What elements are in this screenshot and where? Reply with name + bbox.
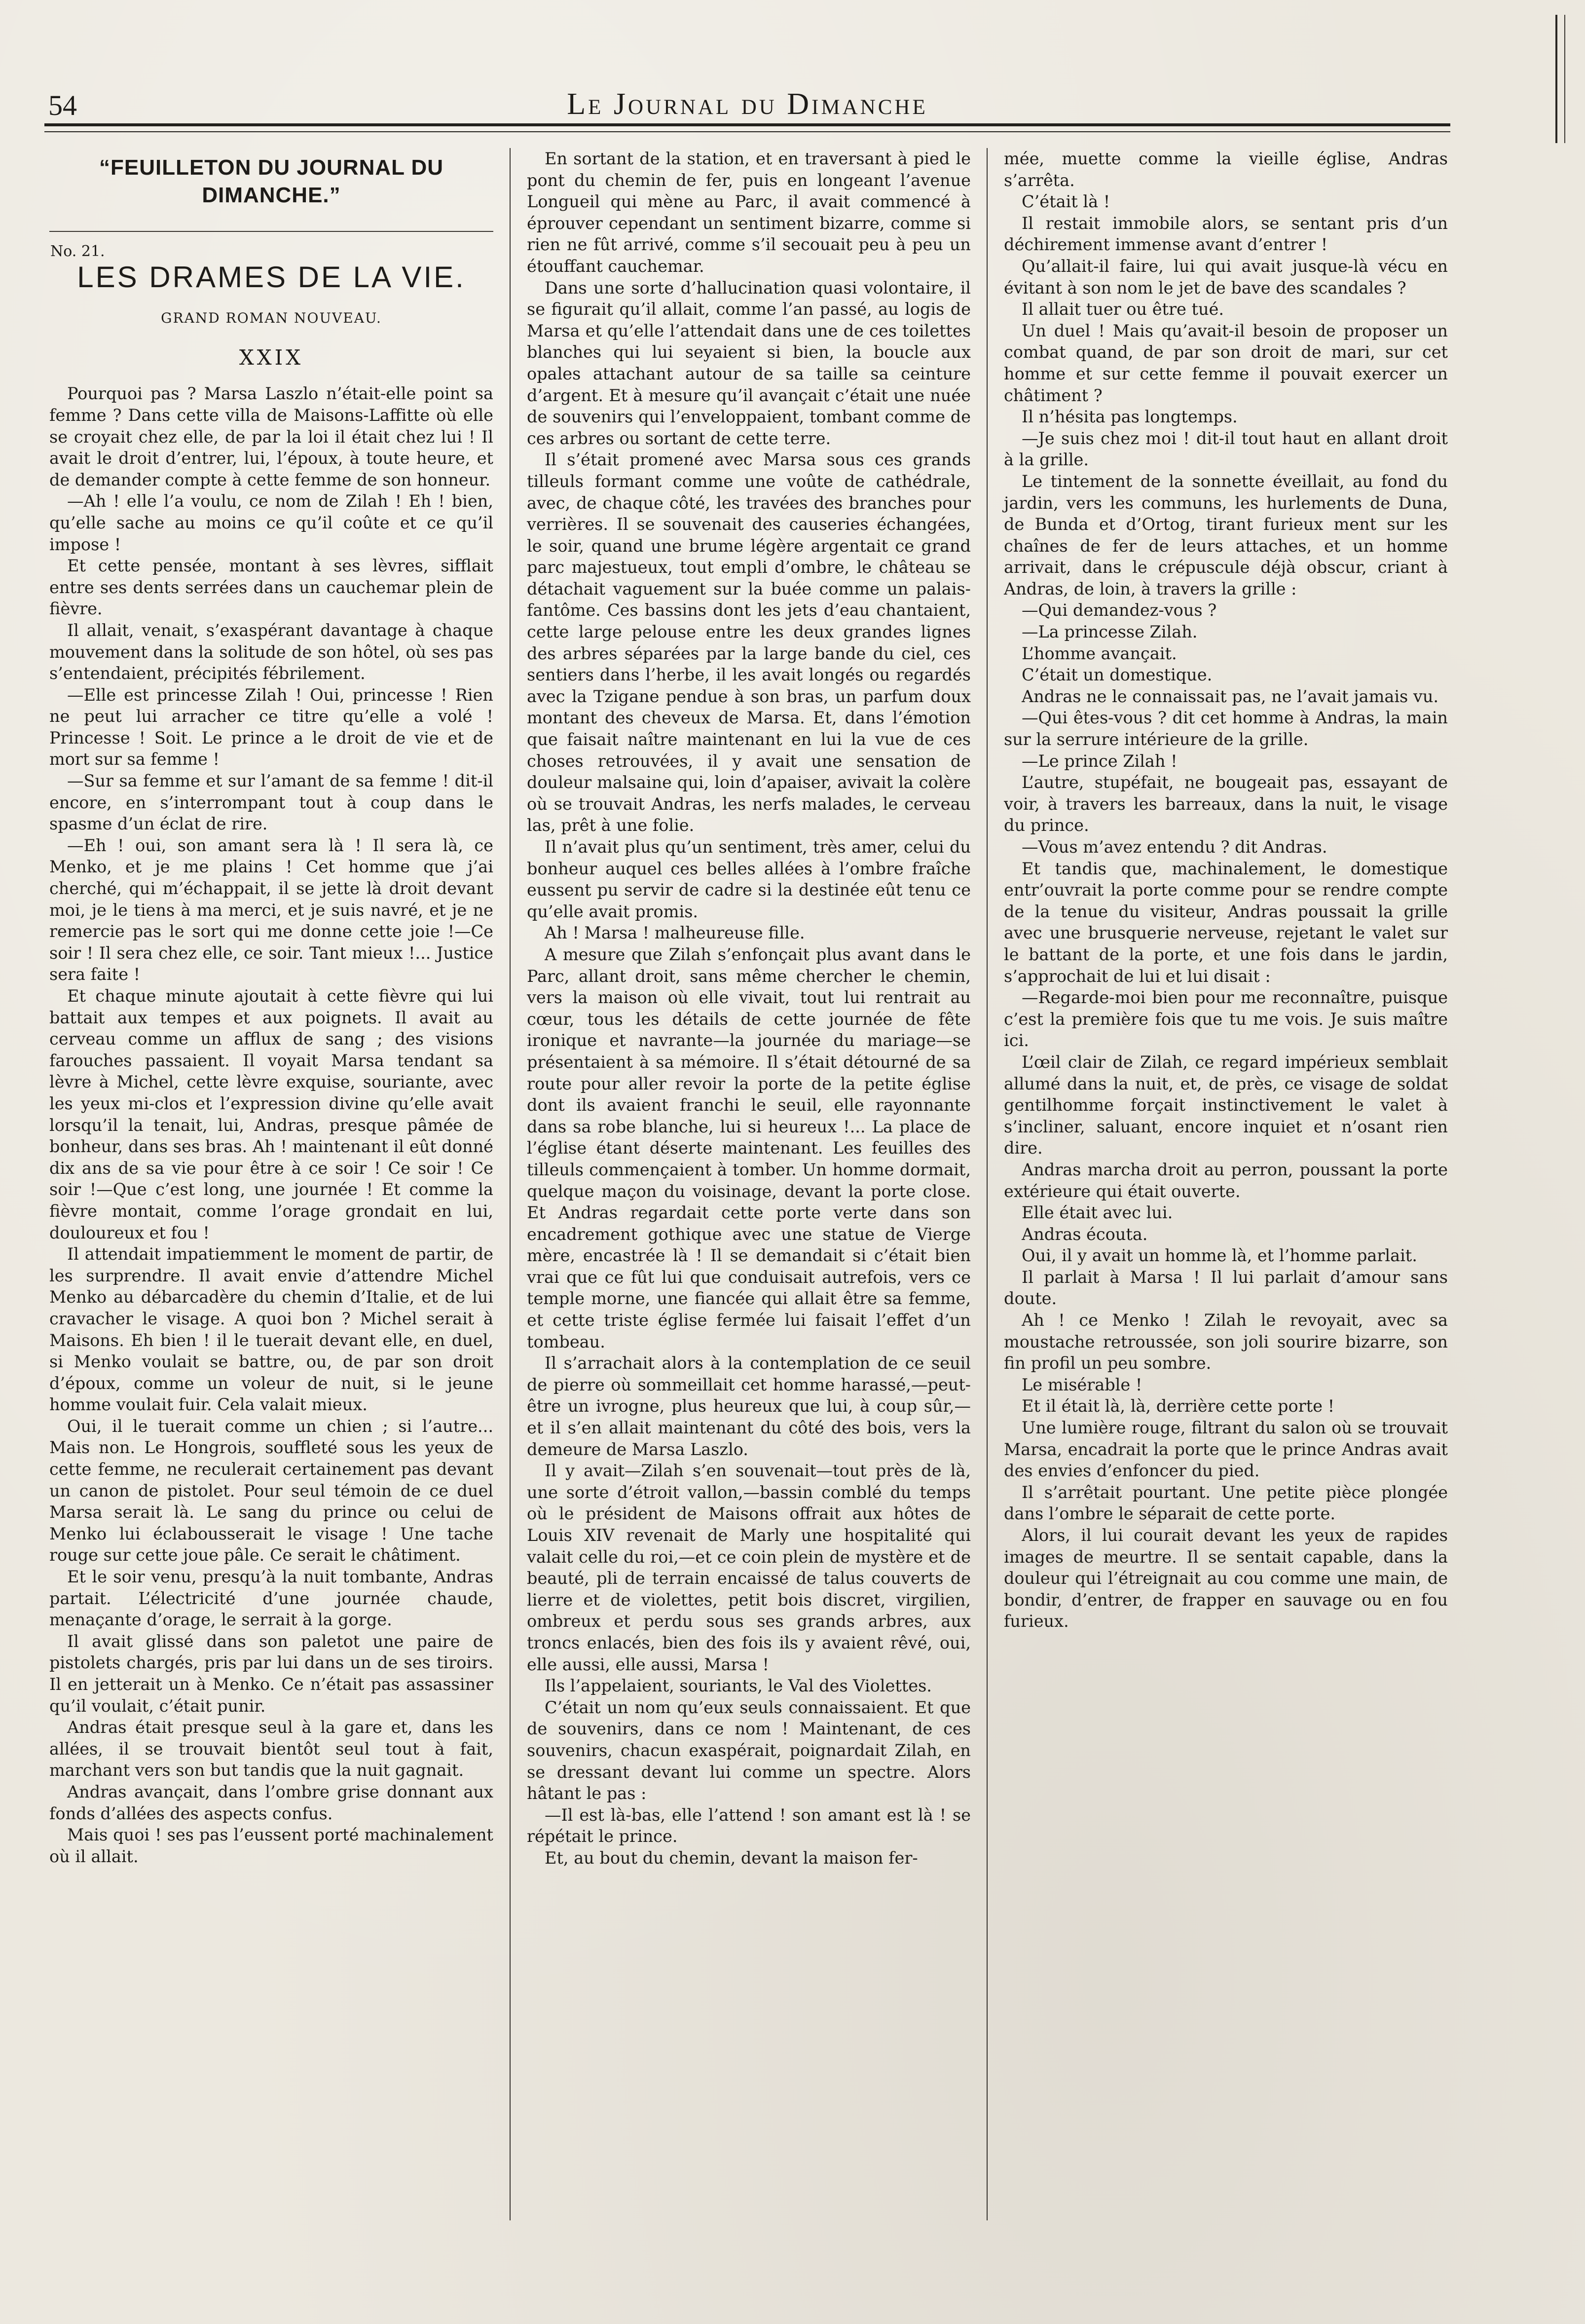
paragraph: Il n’hésita pas longtemps. [1022, 407, 1238, 427]
paragraph: Andras marcha droit au perron, poussant la porte extérieure qui était ouverte. [1004, 1160, 1448, 1201]
paragraph: Une lumière rouge, filtrant du salon où se trouvait Marsa, encadrait la porte que le prince Andras avait des envies d’enfoncer du pied. [1004, 1418, 1448, 1481]
paragraph: Il parlait à Marsa ! Il lui parlait d’amour sans doute. [1004, 1267, 1448, 1309]
paragraph: Il attendait impatiemment le moment de partir, de les surprendre. Il avait envie d’attendre Michel Menko au débarcadère du chemin d’Italie, et de lui cravacher le visage. A quoi bon ? Michel serait à Maisons. Eh bien ! il le tuerait devant elle, en duel, si Menko voulait se battre, ou, de par son droit d’époux, comme un voleur de nuit, si le jeune homme voulait fuir. Cela valait mieux. [49, 1244, 493, 1415]
paragraph: —Qui demandez-vous ? [1022, 600, 1217, 620]
paragraph: C’était un nom qu’eux seuls connaissaient. Et que de souvenirs, dans ce nom ! Maintenant, de ces souvenirs, chacun exaspérait, poignardait Zilah, en se dressant devant lui comme un spectre. Alors hâtant le pas : [527, 1697, 971, 1803]
column-1 [49, 148, 493, 1867]
paragraph: Oui, il le tuerait comme un chien ; si l’autre... Mais non. Le Hongrois, souffleté sous les yeux de cette femme, ne reculerait certainement pas devant un canon de pistolet. Pour seul témoin de ce duel Marsa serait là. Le sang du prince ou celui de Menko lui éclabousserait le visage ! Une tache rouge sur cette joue pâle. Ce serait le châtiment. [49, 1416, 493, 1565]
paragraph: Andras écouta. [1022, 1224, 1148, 1244]
paragraph: Il s’arrachait alors à la contemplation de ce seuil de pierre où sommeillait cet homme harassé,—peut-être un ivrogne, plus heureux que lui, à coup sûr,—et il s’en allait maintenant du côté des bois, vers la demeure de Marsa Laszlo. [527, 1353, 971, 1459]
paragraph: Il s’arrêtait pourtant. Une petite pièce plongée dans l’ombre le séparait de cette porte. [1004, 1482, 1448, 1524]
paragraph: Et tandis que, machinalement, le domestique entr’ouvrait la porte comme pour se rendre compte de la tenue du visiteur, Andras poussait la grille avec une brusquerie nerveuse, rejetant le valet sur le battant de la porte, et une fois dans le jardin, s’approchait de lui et lui disait : [1004, 859, 1448, 986]
paragraph: Mais quoi ! ses pas l’eussent porté machinalement où il allait. [49, 1825, 493, 1866]
paragraph: Et, au bout du chemin, devant la maison fer- [545, 1848, 918, 1868]
column-text [49, 383, 493, 1867]
paragraph: Il allait, venait, s’exaspérant davantage à chaque mouvement dans la solitude de son hôtel, où ses pas s’entendaient, précipités fébrilement. [49, 620, 493, 683]
column-2 [527, 148, 971, 1869]
paragraph: Il y avait—Zilah s’en souvenait—tout près de là, une sorte d’étroit vallon,—bassin comblé du temps où le président de Maisons offrait aux hôtes de Louis XIV revenait de Marly une hospitalité qui valait celle du roi,—et ce coin plein de mystère et de beauté, pli de terrain encaissé de talus couverts de lierre et de violettes, petit bois discret, virgilien, ombreux et perdu sous ses grands arbres, aux troncs enlacés, bien des fois ils y avaient rêvé, oui, elle aussi, elle aussi, Marsa ! [527, 1461, 971, 1674]
paragraph: L’autre, stupéfait, ne bougeait pas, essayant de voir, à travers les barreaux, dans la nuit, le visage du prince. [1004, 773, 1448, 835]
paragraph: Et le soir venu, presqu’à la nuit tombante, Andras partait. L’électricité d’une journée chaude, menaçante d’orage, le serrait à la gorge. [49, 1567, 493, 1630]
paragraph: En sortant de la station, et en traversant à pied le pont du chemin de fer, puis en longeant l’avenue Longueil qui mène au Parc, il avait commencé à éprouver cependant un sentiment bizarre, comme si rien ne fût arrivé, comme s’il secouait peu à peu un étouffant cauchemar. [527, 149, 971, 276]
paragraph: Et cette pensée, montant à ses lèvres, sifflait entre ses dents serrées dans un cauchemar plein de fièvre. [49, 556, 493, 619]
paragraph: Le misérable ! [1022, 1375, 1143, 1394]
paragraph: Il avait glissé dans son paletot une paire de pistolets chargés, pris par lui dans un de ses tiroirs. Il en jetterait un à Menko. Ce n’était pas assassiner qu’il voulait, c’était punir. [49, 1631, 493, 1716]
feuilleton-label: “FEUILLETON DU JOURNAL DU DIMANCHE.” [99, 155, 444, 207]
novel-title: LES DRAMES DE LA VIE. [77, 260, 466, 294]
paragraph: Il restait immobile alors, se sentant pris d’un déchirement immense avant d’entrer ! [1004, 213, 1448, 255]
paragraph: Et chaque minute ajoutait à cette fièvre qui lui battait aux tempes et aux poignets. Il avait au cerveau comme un afflux de sang ; des visions farouches passaient. Il voyait Marsa tendant sa lèvre à Michel, cette lèvre exquise, souriante, avec les yeux mi-clos et l’expression divine qu’elle avait lorsqu’il la tenait, lui, Andras, presque pâmée de bonheur, dans ses bras. Ah ! maintenant il eût donné dix ans de sa vie pour être à ce soir ! Ce soir ! Ce soir !—Que c’est long, une journée ! Et comme la fièvre montait, comme l’orage grondait en lui, douloureux et fou ! [49, 986, 493, 1242]
paragraph: —Il est là-bas, elle l’attend ! son amant est là ! se répétait le prince. [527, 1805, 971, 1846]
paragraph: C’était un domestique. [1022, 665, 1213, 685]
paragraph: Elle était avec lui. [1022, 1203, 1173, 1223]
paragraph: Dans une sorte d’hallucination quasi volontaire, il se figurait qu’il allait, comme l’an passé, au logis de Marsa et qu’elle l’attendait dans une de ces toilettes blanches qui lui seyaient si bien, la boucle aux opales attachant autour de sa taille sa ceinture d’argent. Et à mesure qu’il avançait c’était une nuée de souvenirs qui l’enveloppaient, tombant comme de ces arbres ou sortant de cette terre. [527, 278, 971, 448]
paragraph: mée, muette comme la vieille église, Andras s’arrêta. [1004, 149, 1448, 190]
column-3 [1004, 148, 1448, 1632]
paragraph: —Qui êtes-vous ? dit cet homme à Andras, la main sur la serrure intérieure de la grille. [1004, 708, 1448, 750]
page-header [44, 84, 1450, 126]
paragraph: —Sur sa femme et sur l’amant de sa femme ! dit-il encore, en s’interrompant tout à coup dans le spasme d’un éclat de rire. [49, 771, 493, 834]
paragraph: —Ah ! elle l’a voulu, ce nom de Zilah ! Eh ! bien, qu’elle sache au moins ce qu’il coûte et ce qu’il impose ! [49, 491, 493, 554]
paragraph: Qu’allait-il faire, lui qui avait jusque-là vécu en évitant à son nom le jet de bave des scandales ? [1004, 256, 1448, 298]
paragraph: Il n’avait plus qu’un sentiment, très amer, celui du bonheur auquel ces belles allées à l’ombre fraîche eussent pu servir de cadre si la destinée eût tenu ce qu’elle avait promis. [527, 837, 971, 921]
paragraph: Pourquoi pas ? Marsa Laszlo n’était-elle point sa femme ? Dans cette villa de Maisons-Laffitte où elle se croyait chez elle, de par la loi il était chez lui ! Il avait le droit d’entrer, lui, l’époux, à toute heure, et de demander compte à cette femme de son honneur. [49, 384, 493, 489]
paragraph: —La princesse Zilah. [1022, 622, 1198, 642]
paragraph: Et il était là, là, derrière cette porte ! [1022, 1396, 1335, 1416]
novel-subtitle: GRAND ROMAN NOUVEAU. [161, 310, 382, 327]
paragraph: —Le prince Zilah ! [1022, 751, 1178, 771]
page-edge-mark [1555, 15, 1565, 143]
paragraph: Ah ! ce Menko ! Zilah le revoyait, avec sa moustache retroussée, son joli sourire bizarre, son fin profil un peu sombre. [1004, 1311, 1448, 1373]
paragraph: Alors, il lui courait devant les yeux de rapides images de meurtre. Il se sentait capable, dans la douleur qui l’étreignait au cou comme une main, de bondir, d’entrer, de frapper en sauvage ou en fou furieux. [1004, 1526, 1448, 1631]
header-rule [44, 131, 1450, 132]
paragraph: —Elle est princesse Zilah ! Oui, princesse ! Rien ne peut lui arracher ce titre qu’elle a volé ! Princesse ! Soit. Le prince a le droit de vie et de mort sur sa femme ! [49, 685, 493, 769]
paragraph: —Regarde-moi bien pour me reconnaître, puisque c’est la première fois que tu me vois. Je suis maître ici. [1004, 988, 1448, 1050]
paragraph: —Je suis chez moi ! dit-il tout haut en allant droit à la grille. [1004, 428, 1448, 470]
paragraph: Oui, il y avait un homme là, et l’homme parlait. [1022, 1246, 1417, 1266]
paragraph: L’homme avançait. [1022, 643, 1177, 663]
paragraph: Ah ! Marsa ! malheureuse fille. [545, 923, 805, 943]
paragraph: Andras avançait, dans l’ombre grise donnant aux fonds d’allées des aspects confus. [49, 1782, 493, 1823]
column-divider [510, 148, 511, 2220]
journal-title: Le Journal du Dimanche [567, 87, 928, 121]
page-number: 54 [48, 89, 77, 121]
column-divider [987, 148, 988, 2220]
paragraph: Un duel ! Mais qu’avait-il besoin de proposer un combat quand, de par son droit de mari, sur cet homme et sur cette femme il pouvait exercer un châtiment ? [1004, 321, 1448, 405]
episode-number: No. 21. [50, 243, 105, 260]
paragraph: Le tintement de la sonnette éveillait, au fond du jardin, vers les communs, les hurlements de Duna, de Bunda et d’Ortog, tirant furieux ment sur les chaînes de fer de leurs attaches, et un homme arrivait, dans le crépuscule déjà obscur, criant à Andras, de loin, à travers la grille : [1004, 471, 1448, 599]
paragraph: C’était là ! [1022, 192, 1110, 212]
paragraph: —Vous m’avez entendu ? dit Andras. [1022, 837, 1327, 857]
section-rule [49, 231, 493, 232]
paragraph: Il allait tuer ou être tué. [1022, 300, 1224, 319]
paragraph: Andras ne le connaissait pas, ne l’avait jamais vu. [1022, 686, 1439, 706]
paragraph: L’œil clair de Zilah, ce regard impérieux semblait allumé dans la nuit, et, de près, ce visage de soldat gentilhomme forçait instinctivement le valet à s’incliner, saluant, encore inquiet et n’osant rien dire. [1004, 1052, 1448, 1158]
paragraph: Ils l’appelaient, souriants, le Val des Violettes. [545, 1676, 932, 1696]
paragraph: Andras était presque seul à la gare et, dans les allées, il se trouvait bientôt seul tout à fait, marchant vers son but tandis que la nuit gagnait. [49, 1718, 493, 1780]
paragraph: Il s’était promené avec Marsa sous ces grands tilleuls formant comme une voûte de cathédrale, avec, de chaque côté, les travées des branches pour verrières. Il se souvenait des causeries échangées, le soir, quand une brume légère argentait ce grand parc majestueux, tout empli d’ombre, le château se détachait vaguement sur la buée comme un palais-fantôme. Ces bassins dont les jets d’eau chantaient, cette large pelouse entre les deux grandes lignes des arbres séparées par la large bande du ciel, ces sentiers dans l’herbe, il les avait longés ou regardés avec la Tzigane pendue à son bras, un parfum doux montant des cheveux de Marsa. Et, dans l’émotion que faisait naître maintenant en lui la vue de ces choses retrouvées, il y avait une sensation de douleur malsaine qui, loin d’apaiser, avivait la colère où se trouvait Andras, les nerfs malades, le cerveau las, prêt à une folie. [527, 450, 971, 835]
chapter-number: XXIX [239, 345, 304, 370]
paragraph: —Eh ! oui, son amant sera là ! Il sera là, ce Menko, et je me plains ! Cet homme que j’ai cherché, qui m’échappait, il se jette là droit devant moi, je le tiens à ma merci, et je suis navré, et je ne remercie pas le sort qui me donne cette joie !—Ce soir ! Il sera chez elle, ce soir. Tant mieux !... Justice sera faite ! [49, 835, 493, 984]
paragraph: A mesure que Zilah s’enfonçait plus avant dans le Parc, allant droit, sans même chercher le chemin, vers la maison où elle vivait, tout lui rentrait au cœur, tous les détails de cette journée de fête ironique et navrante—la journée du mariage—se présentaient à sa mémoire. Il s’était détourné de sa route pour aller revoir la porte de la petite église dont ils avaient franchi le seuil, elle rayonnante dans sa robe blanche, lui si heureux !... La place de l’église étant déserte maintenant. Les feuilles des tilleuls commençaient à tomber. Un homme dormait, quelque maçon du voisinage, devant la porte close. Et Andras regardait cette porte verte dans son encadrement gothique avec une statue de Vierge mère, encastrée là ! Il se demandait si c’était bien vrai que ce fût lui que conduisait autrefois, vers ce temple morne, une fiancée qui allait être sa femme, et cette triste église fermée lui faisait l’effet d’un tombeau. [527, 944, 971, 1351]
